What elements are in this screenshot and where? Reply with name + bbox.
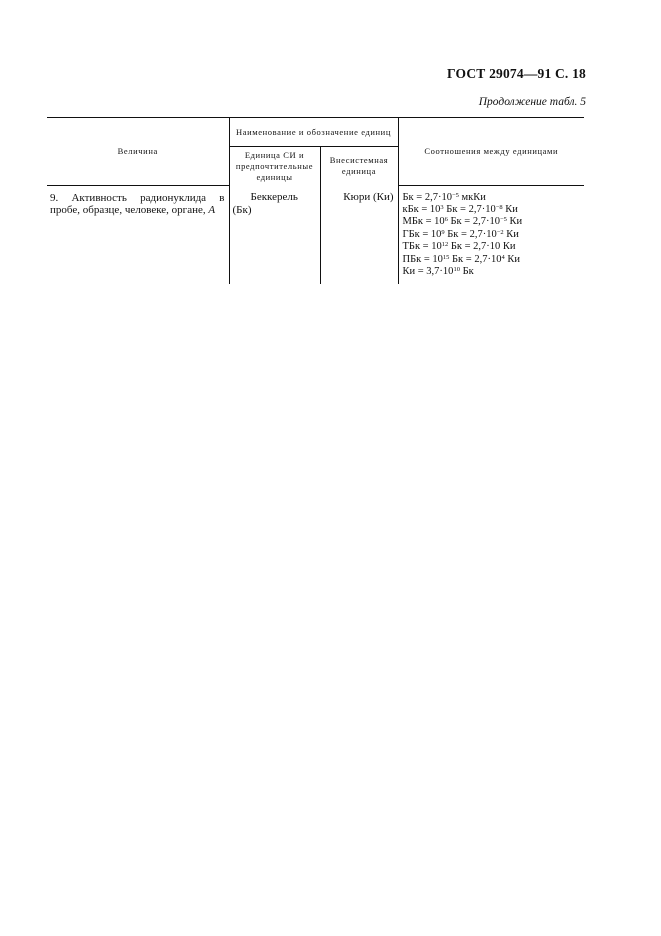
si-unit-value: Беккерель (Бк) xyxy=(232,191,298,216)
relation-line: Бк = $2,7\cdot 10^{-5}$ мкКи xyxy=(402,191,486,203)
relation-line: ГБк = $10^9$ Бк = $2,7\cdot 10^{-2}$ Ки xyxy=(402,228,519,240)
relation-line: Ки = $3,7\cdot 10^{10}$ Бк xyxy=(402,265,474,277)
units-table xyxy=(47,117,584,284)
relation-line: МБк = $10^6$ Бк = $2,7\cdot 10^{-5}$ Ки xyxy=(402,216,523,228)
column-header-unit-names: Наименование и обозначение единиц xyxy=(229,118,398,147)
relation-line: ТБк = $10^{12}$ Бк = 2,7·10 Ки xyxy=(402,241,516,253)
column-header-si-unit: Единица СИ и предпочтительные единицы xyxy=(229,147,320,186)
column-header-relations: Соотношения между единицами xyxy=(398,118,584,186)
quantity-symbol: A xyxy=(208,204,216,216)
si-unit-cell xyxy=(229,185,320,284)
column-header-quantity: Величина xyxy=(47,118,229,186)
table-row xyxy=(47,185,584,284)
relation-line: кБк = $10^3$ Бк = $2,7\cdot 10^{-8}$ Ки xyxy=(402,203,518,215)
quantity-cell xyxy=(47,185,229,284)
page-header: ГОСТ 29074—91 С. 18 xyxy=(447,66,586,81)
quantity-text: 9. Активность радионуклида в пробе, образце, человеке, органе, xyxy=(50,191,225,216)
table-continuation-label: Продолжение табл. 5 xyxy=(478,96,586,108)
relations-cell xyxy=(398,185,584,284)
relation-line: ПБк = $10^{15}$ Бк = $2,7\cdot 10^4$ Ки xyxy=(402,253,520,265)
column-header-non-system-unit: Внесистемная единица xyxy=(320,147,398,186)
non-system-unit-cell: Кюри (Ки) xyxy=(320,185,398,284)
